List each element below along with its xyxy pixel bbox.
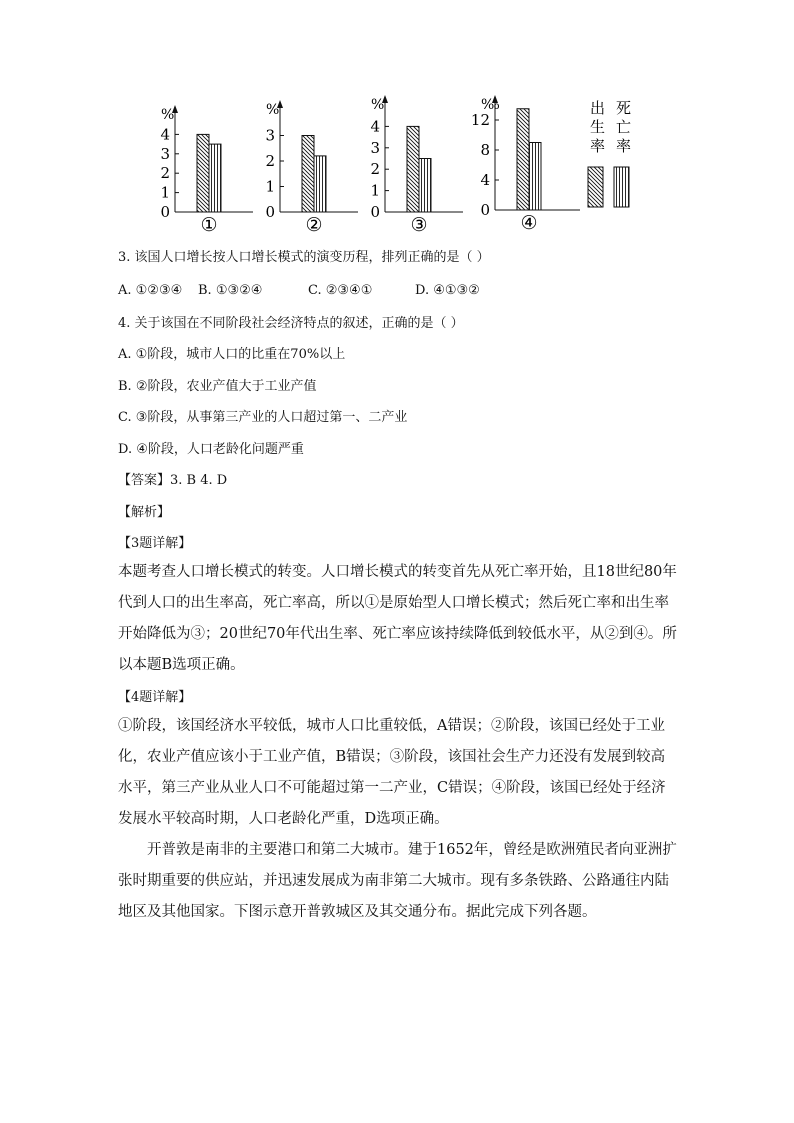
tick-label: 2 bbox=[265, 152, 275, 170]
legend-death-label bbox=[616, 99, 631, 155]
q3-detail-heading: 【3题详解】 bbox=[118, 536, 192, 551]
q4-option-c: C. ③阶段，从事第三产业的人口超过第一、二产业 bbox=[118, 410, 408, 425]
q4-option-d: D. ④阶段，人口老龄化问题严重 bbox=[118, 442, 304, 457]
tick-label: 0 bbox=[160, 203, 170, 221]
unit-label: ‰ bbox=[481, 97, 500, 113]
bar-birth-rate bbox=[302, 136, 314, 213]
stage-label: ③ bbox=[410, 214, 428, 235]
tick-label: 0 bbox=[265, 203, 275, 221]
bar-birth-rate bbox=[197, 134, 209, 212]
bar-birth-rate bbox=[407, 126, 419, 212]
legend-birth-char: 出 bbox=[590, 99, 606, 117]
tick-label: 1 bbox=[370, 181, 380, 200]
q4-stem: 4. 关于该国在不同阶段社会经济特点的叙述，正确的是（ ） bbox=[118, 316, 464, 331]
legend-death-char: 率 bbox=[616, 137, 632, 155]
tick-label: 8 bbox=[480, 141, 490, 159]
stage-label: ④ bbox=[520, 212, 538, 234]
unit-label: % bbox=[266, 102, 280, 118]
tick-label: 3 bbox=[160, 144, 170, 163]
q4-option-b: B. ②阶段，农业产值大于工业产值 bbox=[118, 379, 317, 394]
tick-label: 4 bbox=[480, 171, 490, 189]
intro-paragraph bbox=[118, 835, 678, 928]
q4-detail-heading: 【4题详解】 bbox=[118, 690, 192, 705]
bar-death-rate bbox=[209, 144, 221, 212]
legend-birth-swatch bbox=[588, 167, 603, 207]
legend-birth-char: 生 bbox=[590, 118, 606, 136]
legend-birth-label bbox=[590, 99, 605, 155]
q4-detail-text: ①阶段，该国经济水平较低，城市人口比重较低，A错误；②阶段，该国已经处于工业化，农业产值应该小于工业产值，B错误；③阶段，该国社会生产力还没有发展到较高水平，第三产业从业人口不可能超过第一二产业，C错误；④阶段，该国已经处于经济发展水平较高时期，人口老龄化严重，D选项正确。 bbox=[118, 718, 666, 827]
q3-detail bbox=[118, 557, 678, 681]
q3-stem: 3. 该国人口增长按人口增长模式的演变历程，排列正确的是（ ） bbox=[118, 250, 490, 265]
bar-birth-rate bbox=[517, 109, 529, 210]
legend-death-char: 亡 bbox=[616, 118, 632, 136]
q3-option-b: B. ①③②④ bbox=[198, 283, 263, 298]
q3-option-d: D. ④①③② bbox=[415, 283, 480, 298]
tick-label: 2 bbox=[370, 160, 380, 179]
legend-death-swatch bbox=[614, 167, 629, 207]
tick-label: 2 bbox=[160, 164, 170, 183]
intro-text: 开普敦是南非的主要港口和第二大城市。建于1652年，曾经是欧洲殖民者向亚洲扩张时期重要的供应站，并迅速发展成为南非第二大城市。现有多条铁路、公路通往内陆地区及其他国家。下图示意开普敦城区及其交通分布。据此完成下列各题。 bbox=[118, 842, 677, 920]
tick-label: 3 bbox=[370, 138, 380, 157]
q3-detail-text: 本题考查人口增长模式的转变。人口增长模式的转变首先从死亡率开始，且18世纪80年代到人口的出生率高，死亡率高，所以①是原始型人口增长模式；然后死亡率和出生率开始降低为③；20世纪70年代出生率、死亡率应该持续降低到较低水平，从②到④。所以本题B选项正确。 bbox=[118, 564, 677, 673]
population-charts bbox=[150, 95, 650, 235]
tick-label: 1 bbox=[265, 177, 275, 196]
unit-label: % bbox=[161, 107, 175, 123]
tick-label: 3 bbox=[265, 126, 275, 145]
legend-death-char: 死 bbox=[616, 99, 632, 117]
tick-label: 4 bbox=[370, 117, 380, 136]
q4-detail bbox=[118, 711, 678, 835]
q4-option-a: A. ①阶段，城市人口的比重在70%以上 bbox=[118, 347, 346, 362]
answer: 【答案】3. B 4. D bbox=[118, 473, 228, 488]
analysis-heading: 【解析】 bbox=[118, 505, 171, 520]
q3-options bbox=[118, 283, 480, 299]
tick-label: 1 bbox=[160, 183, 170, 202]
legend bbox=[588, 99, 631, 207]
tick-label: 0 bbox=[370, 203, 380, 221]
tick-label: 4 bbox=[160, 125, 170, 144]
q3-option-a: A. ①②③④ bbox=[118, 283, 183, 298]
q3-option-c: C. ②③④① bbox=[308, 283, 373, 298]
stage-label: ② bbox=[305, 214, 323, 235]
bar-death-rate bbox=[314, 156, 326, 212]
unit-label: % bbox=[371, 97, 385, 113]
tick-label: 0 bbox=[480, 201, 490, 219]
legend-birth-char: 率 bbox=[590, 137, 606, 155]
tick-label: 12 bbox=[470, 111, 490, 129]
stage-label: ① bbox=[200, 214, 218, 235]
bar-death-rate bbox=[529, 143, 541, 211]
bar-death-rate bbox=[419, 159, 431, 213]
